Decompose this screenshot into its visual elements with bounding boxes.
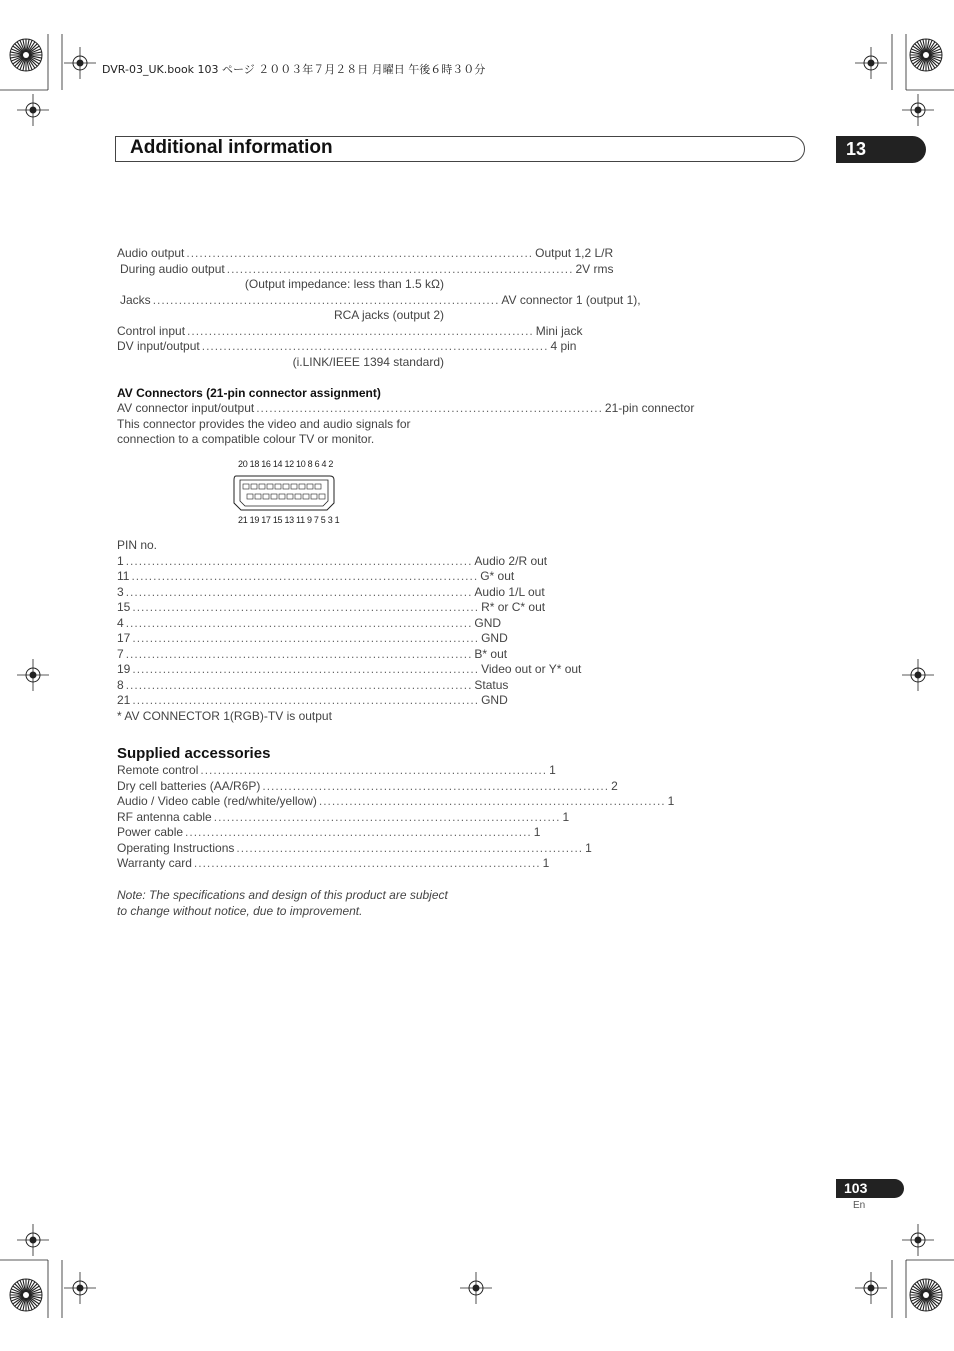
spec-row-control-input: Control input ................................................................................ Mini jack <box>117 323 583 338</box>
accessory-row: Remote control ................................................................................ 1 <box>117 763 556 777</box>
scart-connector-diagram <box>230 473 338 513</box>
bottom-pin-numbers: 21 19 17 15 13 11 9 7 5 3 1 <box>238 515 340 525</box>
spec-row-dv: DV input/output ................................................................................ 4 pin <box>117 339 577 353</box>
pin-row: 1 ................................................................................ Audio 2/R out <box>117 553 548 568</box>
pin-row: 15 ................................................................................ R* or C* out <box>117 600 546 614</box>
pin-row: 19 ................................................................................ Video out or Y* out <box>117 662 582 676</box>
print-file-info: DVR-03_UK.book 103 ページ ２００３年７月２８日 月曜日 午後６時３０分 <box>102 63 486 76</box>
accessories-heading: Supplied accessories <box>117 745 271 762</box>
dv-note: (i.LINK/IEEE 1394 standard) <box>292 354 444 369</box>
impedance-note: (Output impedance: less than 1.5 kΩ) <box>244 277 444 291</box>
page-title: Additional information <box>130 137 333 158</box>
accessory-row: Dry cell batteries (AA/R6P) ................................................................................ 2 <box>117 778 618 793</box>
pin-row: 4 ................................................................................ GND <box>117 615 502 630</box>
specification-note <box>117 887 457 919</box>
pin-header: PIN no. <box>117 538 158 552</box>
av-description-1: This connector provides the video and audio signals for <box>117 416 411 431</box>
pin-row: 3 ................................................................................ Audio 1/L out <box>117 584 545 599</box>
spec-row-during-audio: During audio output ................................................................................ 2V rms <box>120 261 614 276</box>
pin-row: 7 ................................................................................ B* out <box>117 646 508 661</box>
audio-spec-list <box>117 246 641 370</box>
av-description-2: connection to a compatible colour TV or monitor. <box>117 432 375 446</box>
accessory-row: Audio / Video cable (red/white/yellow) ................................................................................ 1 <box>117 794 675 808</box>
note-line-2: to change without notice, due to improvement. <box>117 904 363 918</box>
pin-row: 21 ................................................................................ GND <box>117 693 508 707</box>
accessory-row: RF antenna cable ................................................................................ 1 <box>117 809 570 824</box>
spec-row-audio-output: Audio output ................................................................................ Output 1,2 L/R <box>117 246 614 260</box>
spec-row-jacks: Jacks ................................................................................ AV connector 1 (output 1), <box>120 292 641 307</box>
page-number: 103 <box>836 1179 904 1198</box>
jacks-value-2: RCA jacks (output 2) <box>333 308 444 322</box>
pin-row: 8 ................................................................................ Status <box>117 677 509 692</box>
accessories-section <box>117 745 675 872</box>
pin-row: 17 ................................................................................ GND <box>117 631 508 645</box>
pin-row: 11 ................................................................................ G* out <box>117 569 515 583</box>
language-code: En <box>853 1200 866 1211</box>
av-io-row: AV connector input/output ................................................................................ 21-pin connector <box>117 401 695 415</box>
note-line-1: Note: The specifications and design of this product are subject <box>117 888 448 902</box>
av-connector-section <box>117 385 695 448</box>
av-heading: AV Connectors (21-pin connector assignment) <box>117 386 381 400</box>
top-pin-numbers: 20 18 16 14 12 10 8 6 4 2 <box>238 459 334 469</box>
accessory-row: Power cable ................................................................................ 1 <box>117 825 541 839</box>
accessory-row: Warranty card ................................................................................ 1 <box>117 856 550 870</box>
pin-footnote: * AV CONNECTOR 1(RGB)-TV is output <box>117 708 332 723</box>
pin-assignment-list <box>117 538 582 724</box>
accessory-row: Operating Instructions ................................................................................ 1 <box>117 840 592 855</box>
chapter-number: 13 <box>836 136 926 163</box>
